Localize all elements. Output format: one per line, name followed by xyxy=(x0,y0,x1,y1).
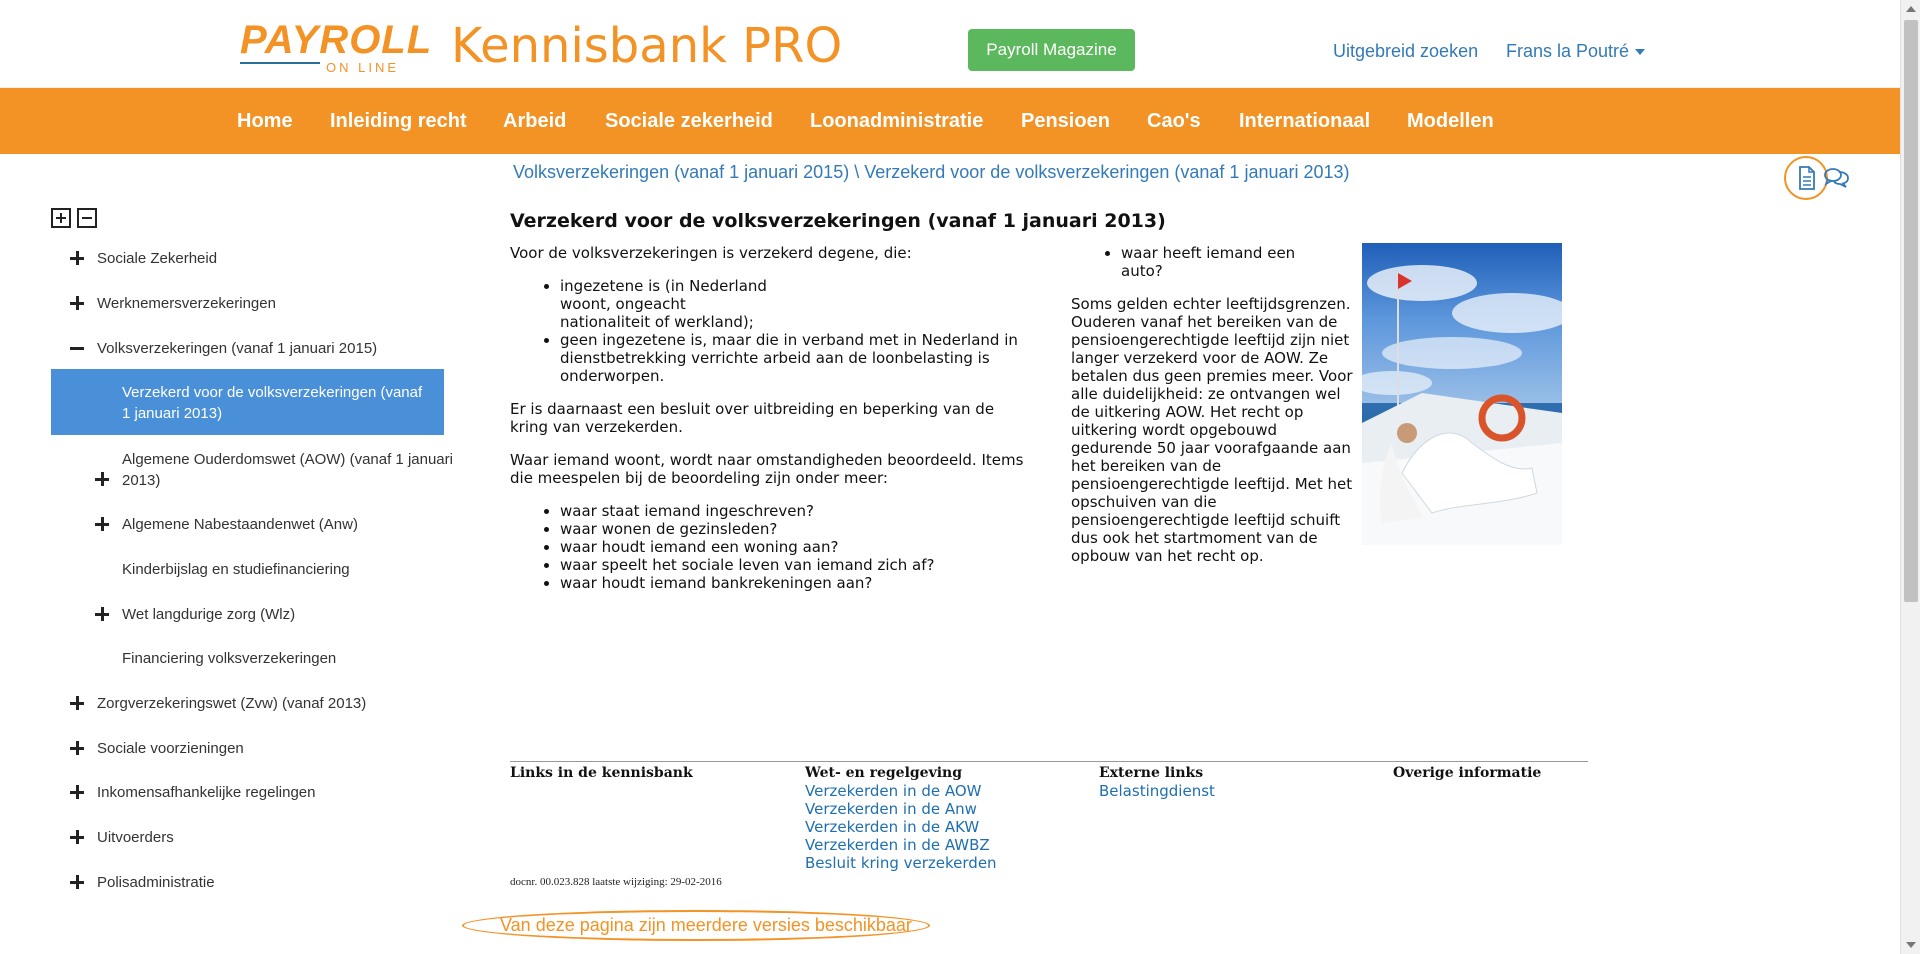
payroll-magazine-button[interactable]: Payroll Magazine xyxy=(968,29,1135,71)
breadcrumb-parent[interactable]: Volksverzekeringen (vanaf 1 januari 2015) xyxy=(513,162,850,182)
nav-inleiding-recht[interactable]: Inleiding recht xyxy=(330,110,467,132)
nav-loonadministratie[interactable]: Loonadministratie xyxy=(810,110,984,132)
plus-icon[interactable] xyxy=(70,251,84,265)
list-item: • geen ingezetene is, maar die in verband met in Nederland in dienstbetrekking verrichte arbeid aan de loonbelasting is onderworpen. xyxy=(560,331,1030,385)
brand-title: Kennisbank PRO xyxy=(451,18,843,74)
footer-col-wetgeving xyxy=(805,764,997,872)
logo-underline xyxy=(240,62,320,64)
article-paragraph: Er is daarnaast een besluit over uitbreiding en beperking van de kring van verzekerden. xyxy=(510,400,995,436)
article-list-auto xyxy=(1121,244,1311,280)
footer-link-anw[interactable]: Verzekerden in de Anw xyxy=(805,800,977,818)
scroll-down-icon[interactable] xyxy=(1906,942,1916,948)
site-header xyxy=(0,0,1900,88)
list-item: • waar wonen de gezinsleden? xyxy=(560,520,1030,538)
advanced-search-link[interactable]: Uitgebreid zoeken xyxy=(1333,41,1479,61)
logo-main-text: PAYROLL xyxy=(240,18,433,62)
list-item: • waar staat iemand ingeschreven? xyxy=(560,502,1030,520)
plus-icon[interactable] xyxy=(70,741,84,755)
tree-item-werknemersverzekeringen[interactable]: Werknemersverzekeringen xyxy=(97,295,276,312)
footer-col-kennisbank xyxy=(510,764,693,782)
plus-icon[interactable] xyxy=(70,296,84,310)
article-title: Verzekerd voor de volksverzekeringen (vanaf 1 januari 2013) xyxy=(510,210,1166,232)
tree-item-verzekerd-volksverzekeringen[interactable]: Verzekerd voor de volksverzekeringen (vanaf 1 januari 2013) xyxy=(122,384,423,422)
tree-item-kinderbijslag[interactable]: Kinderbijslag en studiefinanciering xyxy=(122,561,350,578)
plus-icon[interactable] xyxy=(70,696,84,710)
tree-item-anw[interactable]: Algemene Nabestaandenwet (Anw) xyxy=(122,516,358,533)
tree-item-inkomensafhankelijke[interactable]: Inkomensafhankelijke regelingen xyxy=(97,784,316,801)
versions-link[interactable]: Van deze pagina zijn meerdere versies beschikbaar xyxy=(500,915,912,935)
article-column-left xyxy=(510,244,1030,607)
footer-link-aow[interactable]: Verzekerden in de AOW xyxy=(805,782,982,800)
nav-sociale-zekerheid[interactable]: Sociale zekerheid xyxy=(605,110,773,132)
page-scrollbar[interactable] xyxy=(1900,0,1920,954)
plus-icon[interactable] xyxy=(95,472,109,486)
article-intro: Voor de volksverzekeringen is verzekerd degene, die: xyxy=(510,244,912,262)
plus-icon[interactable] xyxy=(70,785,84,799)
minus-icon[interactable] xyxy=(70,341,84,355)
comments-icon xyxy=(1822,164,1850,192)
list-item: • ingezetene is (in Nederland woont, ongeacht nationaliteit of werkland); xyxy=(560,277,780,331)
tree-item-aow[interactable]: Algemene Ouderdomswet (AOW) (vanaf 1 januari 2013) xyxy=(122,451,453,489)
tree-item-uitvoerders[interactable]: Uitvoerders xyxy=(97,829,174,846)
footer-divider xyxy=(510,761,1588,762)
article-list-criteria xyxy=(560,277,1030,385)
payroll-logo[interactable] xyxy=(240,18,433,75)
nav-internationaal[interactable]: Internationaal xyxy=(1239,110,1371,132)
breadcrumb-current[interactable]: Verzekerd voor de volksverzekeringen (vanaf 1 januari 2013) xyxy=(864,162,1350,182)
tree-item-sociale-voorzieningen[interactable]: Sociale voorzieningen xyxy=(97,740,244,757)
tree-item-volksverzekeringen[interactable]: Volksverzekeringen (vanaf 1 januari 2015) xyxy=(97,340,378,357)
footer-heading: Externe links xyxy=(1099,765,1204,781)
comments-icon-button[interactable] xyxy=(1822,164,1850,192)
footer-link-belastingdienst[interactable]: Belastingdienst xyxy=(1099,782,1215,800)
logo-sub-text: ON LINE xyxy=(326,60,400,75)
list-item: • waar houdt iemand een woning aan? xyxy=(560,538,1030,556)
footer-link-besluit[interactable]: Besluit kring verzekerden xyxy=(805,854,997,872)
list-item: • waar houdt iemand bankrekeningen aan? xyxy=(560,574,1030,592)
user-name: Frans la Poutré xyxy=(1506,41,1630,61)
footer-heading: Overige informatie xyxy=(1393,765,1542,781)
list-item: • waar heeft iemand een auto? xyxy=(1121,244,1311,280)
expand-all-icon[interactable] xyxy=(51,208,71,228)
document-number: docnr. 00.023.828 laatste wijziging: 29-02-2016 xyxy=(510,876,722,888)
footer-col-overige xyxy=(1393,764,1541,782)
article-paragraph: Waar iemand woont, wordt naar omstandigheden beoordeeld. Items die meespelen bij de beoordeling zijn onder meer: xyxy=(510,451,1024,487)
main-nav xyxy=(0,88,1900,154)
list-item: • waar speelt het sociale leven van iemand zich af? xyxy=(560,556,1030,574)
plus-icon[interactable] xyxy=(95,517,109,531)
plus-icon[interactable] xyxy=(95,607,109,621)
article-photo xyxy=(1362,243,1562,545)
scroll-thumb[interactable] xyxy=(1904,20,1918,602)
collapse-all-icon[interactable] xyxy=(77,208,97,228)
footer-link-akw[interactable]: Verzekerden in de AKW xyxy=(805,818,980,836)
scroll-up-icon[interactable] xyxy=(1906,6,1916,12)
nav-home[interactable]: Home xyxy=(237,110,293,132)
user-menu[interactable] xyxy=(1506,41,1645,62)
nav-arbeid[interactable]: Arbeid xyxy=(503,110,567,132)
breadcrumb xyxy=(513,162,1350,183)
footer-heading: Wet- en regelgeving xyxy=(805,765,963,781)
plus-icon[interactable] xyxy=(70,830,84,844)
tree-item-financiering[interactable]: Financiering volksverzekeringen xyxy=(122,650,337,667)
nav-caos[interactable]: Cao's xyxy=(1147,110,1201,132)
caret-down-icon xyxy=(1635,49,1645,55)
document-icon xyxy=(1786,158,1826,198)
plus-icon[interactable] xyxy=(70,875,84,889)
tree-item-zvw[interactable]: Zorgverzekeringswet (Zvw) (vanaf 2013) xyxy=(97,695,367,712)
nav-pensioen[interactable]: Pensioen xyxy=(1021,110,1110,132)
article-list-items xyxy=(560,502,1030,592)
nav-modellen[interactable]: Modellen xyxy=(1407,110,1494,132)
footer-link-awbz[interactable]: Verzekerden in de AWBZ xyxy=(805,836,990,854)
tree-item-polisadministratie[interactable]: Polisadministratie xyxy=(97,874,215,891)
tree-item-wlz[interactable]: Wet langdurige zorg (Wlz) xyxy=(122,606,296,623)
tree-item-sociale-zekerheid[interactable]: Sociale Zekerheid xyxy=(97,250,218,267)
footer-heading: Links in de kennisbank xyxy=(510,765,693,781)
article-paragraph-age: Soms gelden echter leeftijdsgrenzen. Ouderen vanaf het bereiken van de pensioengerechtigde leeftijd zijn niet langer verzekerd voor de AOW. Ze betalen dus geen premies meer. Voor alle duidelijkheid: ze ontvangen wel de uitkering AOW. Het recht op uitkering wordt opgebouwd gedurende 50 jaar voorafgaande aan het bereiken van de pensioengerechtigde leeftijd. Met het opschuiven van die pensioengerechtigde leeftijd schuift dus ook het startmoment van de opbouw van het recht op. xyxy=(1071,295,1353,565)
footer-col-extern xyxy=(1099,764,1215,800)
breadcrumb-separator: \ xyxy=(854,162,860,182)
